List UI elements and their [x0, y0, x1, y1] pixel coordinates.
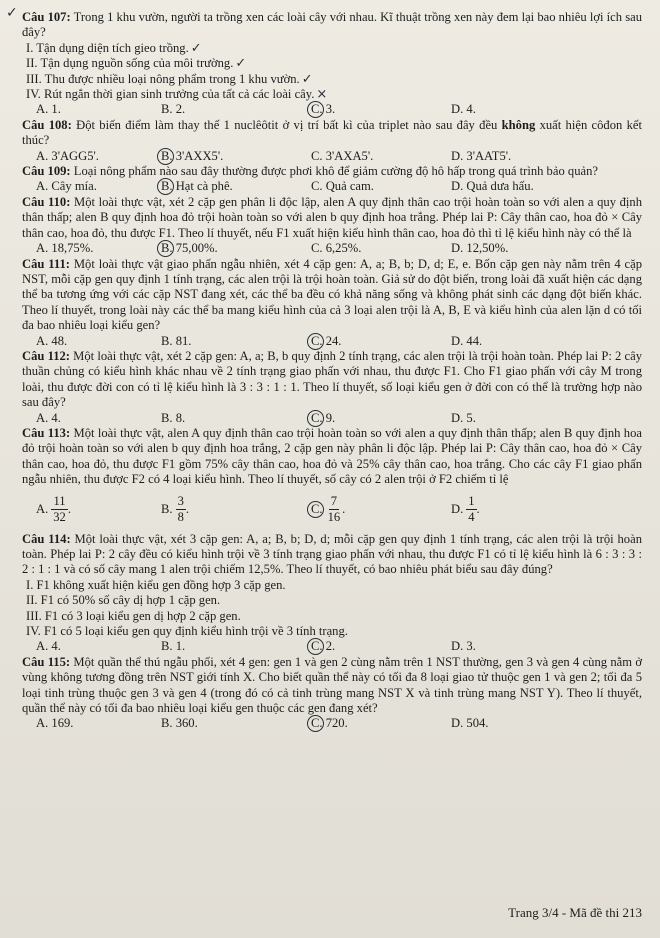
question-110 — [22, 195, 642, 257]
statement-4: IV. F1 có 5 loại kiểu gen quy định kiểu hình trội về 3 tính trạng. — [26, 624, 348, 639]
answer-options — [36, 716, 642, 731]
option-b: B. 81. — [161, 333, 192, 348]
question-111 — [22, 257, 642, 349]
option-a: A. 3'AGG5'. — [36, 148, 99, 163]
question-label: Câu 108: — [22, 117, 72, 132]
check-mark-icon: ✓ — [235, 56, 247, 72]
statement-3: III. Thu được nhiều loại nông phẩm trong 1 khu vườn. — [26, 71, 300, 86]
option-a: A. 169. — [36, 716, 74, 731]
option-b: B. 1. — [161, 639, 186, 654]
statement-1: I. F1 không xuất hiện kiểu gen đồng hợp 3 cặp gen. — [26, 577, 286, 592]
question-stem: Trong 1 khu vườn, người ta trồng xen các loài cây với nhau. Kĩ thuật trồng xen này đem lại bao nhiêu lợi ích sau đây? — [22, 10, 642, 40]
option-d: D. 5. — [451, 410, 476, 425]
answer-options — [36, 411, 642, 426]
question-label: Câu 112: — [22, 348, 70, 363]
option-b-circled: B. 3'AXX5'. — [161, 149, 311, 164]
page-footer: Trang 3/4 - Mã đề thi 213 — [508, 905, 642, 920]
question-label: Câu 115: — [22, 654, 71, 669]
option-c-circled: C. 720. — [311, 716, 451, 731]
option-c-circled: C. 2. — [311, 639, 451, 654]
fraction: $\frac{3}{8}$ — [177, 494, 184, 525]
question-stem: Một quần thể thú ngẫu phối, xét 4 gen: gen 1 và gen 2 cùng nằm trên 1 NST thường, gen 3 và gen 4 cùng nằm ở vùng không tương đồng trên NST giới tính X. Cho biết quần thể này có tối đa 8 loại giao tử thuộc gen 1 và gen 2; tối đa 5 loại tinh trùng thuộc gen 3 và gen 4 (trong đó có cả tinh trùng mang NST X và tinh trùng mang NST Y). Theo lí thuyết, quần thể này có tối đa bao nhiêu loại kiểu gen thuộc các gen đang xét? — [22, 654, 642, 716]
question-stem-end: xuất hiện côđon kết thúc? — [22, 117, 643, 148]
answer-options — [36, 491, 642, 529]
option-a: A. $\frac{11}{32}$ . — [36, 494, 71, 525]
answer-options — [36, 149, 642, 164]
question-112 — [22, 349, 642, 426]
answer-options — [36, 179, 642, 194]
option-b: B. 2. — [161, 102, 186, 117]
option-b-circled: B. Hạt cà phê. — [161, 179, 311, 194]
question-stem: Một loài thực vật, xét 2 cặp gen: A, a; B, b quy định 2 tính trạng, các alen trội là trội hoàn toàn. Phép lai P: 2 cây thuần chủng có kiểu hình khác nhau về 2 tính trạng giao phấn với nhau, thu được F1. Cho F1 giao phấn với cây M trong loài, thu được đời con có tỉ lệ kiểu hình là 3 : 3 : 1 : 1. Theo lí thuyết, số loại kiểu gen ở đời con có thể là trường hợp nào sau đây? — [22, 348, 642, 410]
option-d: D. $\frac{1}{4}$ . — [451, 494, 480, 525]
question-label: Câu 113: — [22, 425, 71, 440]
fraction: $\frac{7}{16}$ — [327, 494, 341, 525]
option-a: A. 1. — [36, 102, 61, 117]
statement-2: II. Tận dụng nguồn sống của môi trường. — [26, 56, 234, 71]
option-d: D. 4. — [451, 102, 476, 117]
option-b: B. $\frac{3}{8}$ . — [161, 494, 190, 525]
answer-options — [36, 334, 642, 349]
option-c: C. 3'AXA5'. — [311, 148, 374, 163]
check-mark-icon: ✓ — [301, 71, 313, 87]
option-d: D. 3. — [451, 639, 476, 654]
fraction: $\frac{11}{32}$ — [53, 494, 66, 525]
statement-1: I. Tận dụng diện tích gieo trồng. — [26, 40, 189, 55]
option-c-circled: C. $\frac{7}{16}$ . — [311, 494, 346, 525]
question-115 — [22, 655, 642, 732]
question-108 — [22, 118, 642, 164]
question-113 — [22, 426, 642, 529]
question-stem: Một loài thực vật, xét 2 cặp gen phân li độc lập, alen A quy định thân cao trội hoàn toàn so với alen a quy định thân thấp; alen B quy định hoa đỏ trội hoàn toàn so với alen b quy định hoa trắng. Phép lai P: Cây thân cao, hoa đỏ × Cây thân cao, hoa đỏ, thu được F1. Theo lí thuyết, nếu F1 xuất hiện kiểu hình thân cao, hoa đỏ thì tỉ lệ kiểu hình này có thể là — [22, 194, 643, 240]
option-c: C. Quả cam. — [311, 179, 374, 194]
option-b-circled: B. 75,00%. — [161, 241, 311, 256]
option-d: D. Quả dưa hấu. — [451, 179, 534, 194]
check-mark-icon: ✓ — [190, 40, 202, 56]
fraction: $\frac{1}{4}$ — [468, 494, 475, 525]
question-label: Câu 111: — [22, 256, 70, 271]
statement-2: II. F1 có 50% số cây dị hợp 1 cặp gen. — [26, 593, 221, 608]
option-a: A. 18,75%. — [36, 241, 94, 256]
option-a: A. 48. — [36, 333, 68, 348]
option-a: A. Cây mía. — [36, 179, 97, 194]
question-stem: Một loài thực vật, alen A quy định thân cao trội hoàn toàn so với alen a quy định thân thấp; alen B quy định hoa đỏ trội hoàn toàn so với alen b quy định hoa trắng, 2 cặp gen này phân li độc lập. Phép lai P: Cây thân cao, hoa đỏ × Cây thân cao, hoa đỏ, thu được F1 gồm 75% cây thân cao, hoa đỏ và 25% cây thân cao, hoa trắng. Cho các cây F1 giao phấn ngẫu nhiên, thu được F2 có 4 loại kiểu hình. Theo lí thuyết, số cây có 2 alen trội ở F2 chiếm tỉ lệ — [22, 425, 642, 487]
option-c-circled: C. 24. — [311, 334, 451, 349]
option-a: A. 4. — [36, 639, 61, 654]
option-c-circled: C. 3. — [311, 102, 451, 117]
option-d: D. 504. — [451, 716, 489, 731]
option-d: D. 3'AAT5'. — [451, 148, 512, 163]
option-d: D. 12,50%. — [451, 241, 509, 256]
option-b: B. 360. — [161, 716, 198, 731]
option-a: A. 4. — [36, 410, 61, 425]
statement-3: III. F1 có 3 loại kiểu gen dị hợp 2 cặp gen. — [26, 608, 241, 623]
option-c: C. 6,25%. — [311, 241, 362, 256]
question-107 — [22, 10, 642, 118]
check-mark-icon: ✓ — [6, 5, 18, 21]
cross-mark-icon: × — [316, 87, 328, 103]
question-label: Câu 114: — [22, 531, 71, 546]
answer-options — [36, 241, 642, 256]
question-stem: Một loài thực vật, xét 3 cặp gen: A, a; B, b; D, d; mỗi cặp gen quy định 1 tính trạng, các alen trội là trội hoàn toàn. Phép lai P: 2 cây đều có kiểu hình trội về 3 tính trạng giao phấn với nhau, thu được F1 có tỉ lệ kiểu hình là 6 : 3 : 3 : 2 : 1 : 1 và có số cây mang 1 alen trội chiếm 12,5%. Theo lí thuyết, có bao nhiêu phát biểu sau đây đúng? — [22, 531, 642, 577]
emphasis-word: không — [501, 117, 536, 132]
question-stem: Một loài thực vật giao phấn ngẫu nhiên, xét 4 cặp gen: A, a; B, b; D, d; E, e. Bốn cặp gen này nằm trên 4 cặp NST, mỗi cặp gen quy định 1 tính trạng, các alen trội là trội hoàn toàn. Giả sử do đột biến, trong loài đã xuất hiện các dạng thể ba tương ứng với các cặp NST đang xét, các thể ba đều có khả năng sống và không phát sinh các dạng đột biến khác. Theo lí thuyết, trong loài này các thể ba mang kiểu hình của cả 3 loại alen trội là A, B, E và kiểu hình của alen lặn d có tối đa bao nhiêu loại kiểu gen? — [22, 256, 642, 333]
question-stem: Loại nông phẩm nào sau đây thường được phơi khô để giảm cường độ hô hấp trong quá trình bảo quản? — [70, 164, 598, 179]
question-label: Câu 110: — [22, 194, 71, 209]
answer-options — [36, 102, 642, 117]
option-b: B. 8. — [161, 410, 186, 425]
question-label: Câu 109: — [22, 164, 71, 179]
option-c-circled: C. 9. — [311, 411, 451, 426]
option-d: D. 44. — [451, 333, 483, 348]
question-114 — [22, 532, 642, 655]
statement-4: IV. Rút ngắn thời gian sinh trưởng của tất cả các loài cây. — [26, 87, 315, 102]
answer-options — [36, 639, 642, 654]
question-label: Câu 107: — [22, 10, 71, 24]
question-stem: Đột biến điểm làm thay thế 1 nuclêôtit ở vị trí bất kì của triplet nào sau đây đều — [71, 117, 502, 132]
question-109 — [22, 164, 642, 195]
